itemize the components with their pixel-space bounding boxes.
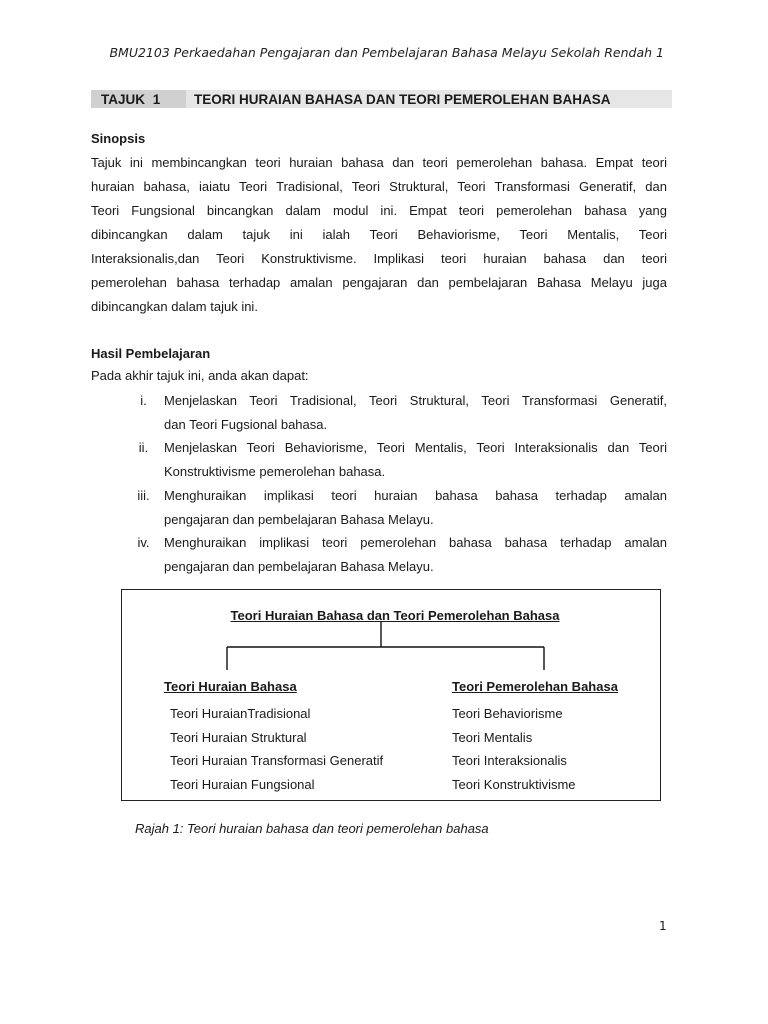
pemerolehan-column [452, 678, 618, 797]
list-line: Menjelaskan Teori Tradisional, Teori Struktural, Teori Transformasi Generatif, [164, 393, 667, 408]
list-number: i. [140, 393, 147, 408]
list-line: pengajaran dan pembelajaran Bahasa Melayu. [164, 558, 434, 574]
chapter-title: TEORI HURAIAN BAHASA DAN TEORI PEMEROLEHAN BAHASA [194, 91, 611, 107]
list-line: pengajaran dan pembelajaran Bahasa Melayu. [164, 511, 434, 527]
sinopsis-line: dibincangkan dalam tajuk ini. [91, 299, 258, 314]
diagram-connector-lines [122, 590, 660, 680]
hasil-heading: Hasil Pembelajaran [91, 346, 211, 361]
pemerolehan-item: Teori Mentalis [452, 729, 533, 745]
list-line: Menghuraikan implikasi teori huraian bahasa bahasa terhadap amalan [164, 487, 667, 503]
list-item [91, 484, 667, 531]
sinopsis-line: huraian bahasa, iaiatu Teori Tradisional, Teori Struktural, Teori Transformasi Generatif, dan [91, 179, 667, 194]
pemerolehan-heading: Teori Pemerolehan Bahasa [452, 679, 618, 694]
theory-diagram [121, 589, 661, 801]
sinopsis-line: Tajuk ini membincangkan teori huraian bahasa dan teori pemerolehan bahasa. Empat teori [91, 155, 667, 170]
huraian-item: Teori HuraianTradisional [170, 706, 311, 721]
huraian-item: Teori Huraian Fungsional [170, 777, 315, 793]
pemerolehan-item: Teori Interaksionalis [452, 753, 567, 769]
hasil-intro: Pada akhir tajuk ini, anda akan dapat: [91, 368, 309, 383]
sinopsis-heading: Sinopsis [91, 131, 146, 146]
list-line: Menghuraikan implikasi teori pemerolehan bahasa bahasa terhadap amalan [164, 535, 667, 551]
pemerolehan-item: Teori Behaviorisme [452, 706, 563, 721]
page-number: 1 [659, 919, 667, 933]
huraian-column [164, 678, 383, 797]
sinopsis-line: pemerolehan bahasa terhadap amalan pengajaran dan pembelajaran Bahasa Melayu juga [91, 275, 667, 290]
list-item [91, 389, 667, 436]
sinopsis-paragraph [91, 151, 667, 319]
pemerolehan-item: Teori Konstruktivisme [452, 777, 576, 793]
huraian-heading: Teori Huraian Bahasa [164, 679, 297, 694]
figure-caption: Rajah 1: Teori huraian bahasa dan teori pemerolehan bahasa [135, 821, 489, 836]
huraian-item: Teori Huraian Transformasi Generatif [170, 753, 384, 769]
sinopsis-line: Interaksionalis,dan Teori Konstruktivisme. Implikasi teori huraian bahasa dan teori [91, 251, 667, 266]
running-header: BMU2103 Perkaedahan Pengajaran dan Pembelajaran Bahasa Melayu Sekolah Rendah 1 [109, 45, 664, 60]
list-line: Konstruktivisme pemerolehan bahasa. [164, 464, 386, 480]
sinopsis-line: Teori Fungsional bincangkan dalam modul ini. Empat teori pemerolehan bahasa yang [91, 203, 667, 218]
list-number: ii. [138, 440, 149, 456]
huraian-item: Teori Huraian Struktural [170, 729, 307, 745]
diagram-title: Teori Huraian Bahasa dan Teori Pemerolehan Bahasa [230, 608, 560, 623]
list-line: Menjelaskan Teori Behaviorisme, Teori Mentalis, Teori Interaksionalis dan Teori [164, 440, 667, 456]
list-line: dan Teori Fugsional bahasa. [164, 416, 328, 432]
chapter-title-bar [91, 90, 672, 108]
learning-outcomes-list [91, 389, 667, 579]
list-number: iv. [137, 535, 150, 551]
list-number: iii. [137, 487, 150, 503]
sinopsis-line: dibincangkan dalam tajuk ini ialah Teori Behaviorisme, Teori Mentalis, Teori [91, 227, 667, 242]
list-item [91, 531, 667, 578]
list-item [91, 436, 667, 483]
chapter-number: TAJUK 1 [91, 90, 186, 108]
